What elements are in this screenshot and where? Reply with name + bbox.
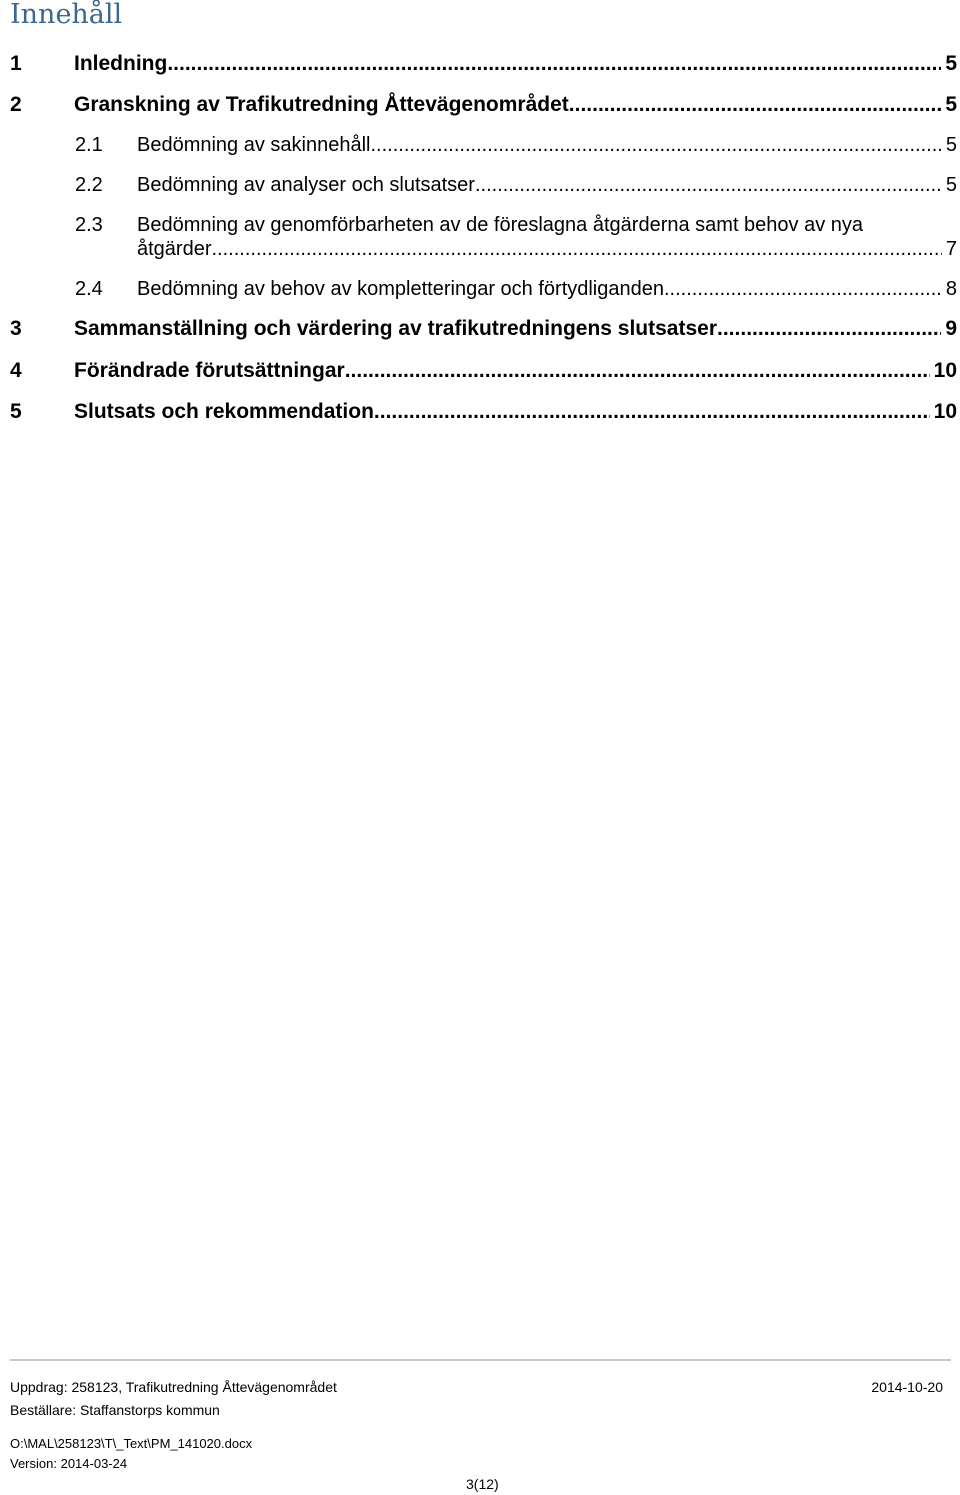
toc-entry-title: Inledning xyxy=(74,52,168,75)
footer-assignment: Uppdrag: 258123, Trafikutredning Åttevägenområdet xyxy=(10,1379,337,1395)
toc-entry-title: Bedömning av behov av kompletteringar och förtydliganden xyxy=(137,278,664,300)
toc-entry-number: 1 xyxy=(10,52,22,75)
toc-dot-leader xyxy=(345,359,930,383)
footer-version: Version: 2014-03-24 xyxy=(10,1456,128,1471)
toc-entry-title: åtgärder xyxy=(137,238,212,260)
footer-file-path: O:\MAL\258123\T\_Text\PM_141020.docx xyxy=(10,1436,253,1451)
toc-entry-page: 5 xyxy=(945,174,957,196)
footer-client: Beställare: Staffanstorps kommun xyxy=(10,1402,220,1418)
toc-entry-title: Bedömning av analyser och slutsatser xyxy=(137,174,475,196)
page-title: Innehåll xyxy=(10,0,123,30)
toc-entry-page: 9 xyxy=(945,317,957,340)
toc-entry-title: Förändrade förutsättningar xyxy=(74,359,345,382)
toc-entry-title: Slutsats och rekommendation xyxy=(74,400,374,423)
toc-entry-number: 2.1 xyxy=(75,134,103,156)
toc-entry-page: 5 xyxy=(945,134,957,156)
toc-dot-leader xyxy=(475,173,942,197)
toc-dot-leader xyxy=(374,400,930,424)
toc-entry-page: 5 xyxy=(945,93,957,116)
toc-entry-title: Sammanställning och värdering av trafikutredningens slutsatser xyxy=(74,317,718,340)
toc-entry-number: 5 xyxy=(10,400,22,423)
toc-dot-leader xyxy=(167,52,941,76)
toc-dot-leader xyxy=(371,133,942,157)
toc-entry-page: 10 xyxy=(933,400,957,423)
toc-entry-page: 7 xyxy=(945,238,957,260)
toc-dot-leader xyxy=(717,317,941,341)
toc-entry-page: 5 xyxy=(945,52,957,75)
toc-entry-title-line1: Bedömning av genomförbarheten av de föreslagna åtgärderna samt behov av nya xyxy=(137,214,864,236)
toc-entry-number: 2.4 xyxy=(75,278,103,300)
toc-entry-number: 2.2 xyxy=(75,174,103,196)
toc-dot-leader xyxy=(569,93,942,117)
footer-date: 2014-10-20 xyxy=(871,1379,943,1395)
toc-dot-leader xyxy=(212,237,942,261)
toc-entry-number: 2 xyxy=(10,93,22,116)
page-number: 3(12) xyxy=(466,1476,499,1492)
toc-entry-number: 3 xyxy=(10,317,22,340)
toc-dot-leader xyxy=(664,277,942,301)
toc-entry-number: 2.3 xyxy=(75,214,103,236)
toc-entry-title: Granskning av Trafikutredning Åttevägenområdet xyxy=(74,93,569,116)
toc-entry-page: 10 xyxy=(933,359,957,382)
toc-entry-title: Bedömning av sakinnehåll xyxy=(137,134,371,156)
toc-entry-page: 8 xyxy=(945,278,957,300)
footer-divider xyxy=(10,1359,951,1361)
toc-entry-number: 4 xyxy=(10,359,22,382)
